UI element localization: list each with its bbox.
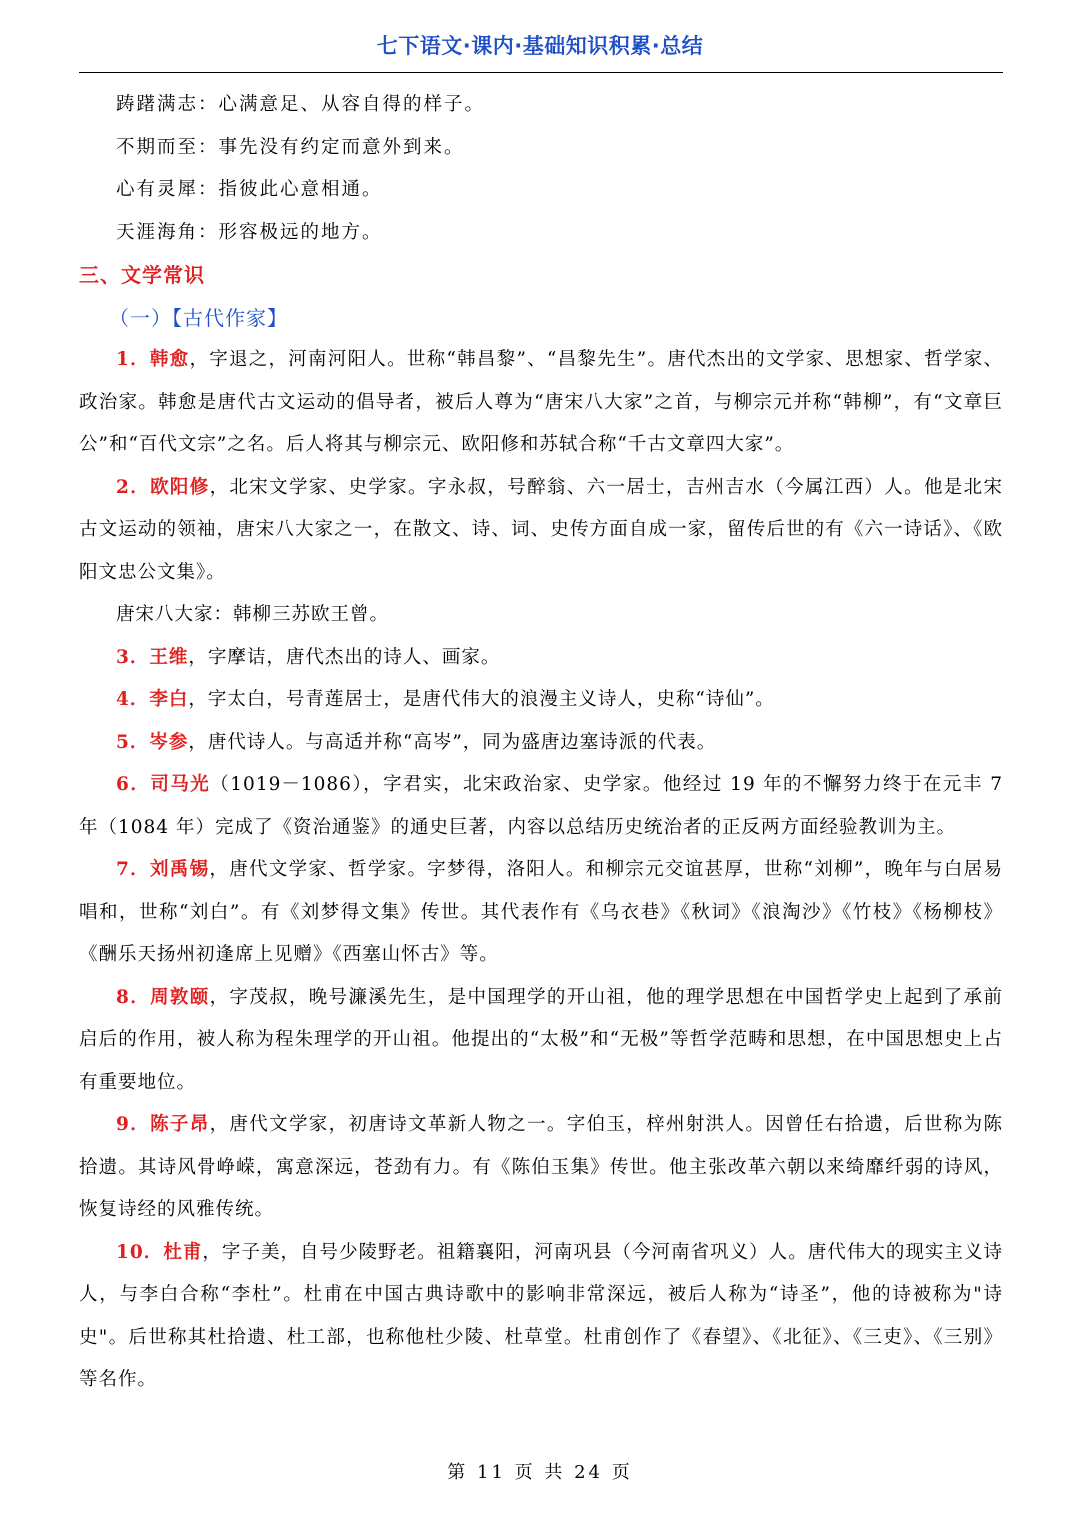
page-header-title: 七下语文·课内·基础知识积累·总结 [376, 34, 704, 58]
author-entry [79, 977, 1003, 1105]
author-number: 1． [116, 349, 150, 370]
note-line [79, 594, 1003, 637]
author-entry [79, 722, 1003, 765]
author-entry [79, 637, 1003, 680]
author-description: ，字退之，河南河阳人。世称“韩昌黎”、“昌黎先生”。唐代杰出的文学家、思想家、哲学家、政治家。韩愈是唐代古文运动的倡导者，被后人尊为“唐宋八大家”之首，与柳宗元并称“韩柳”，有“文章巨公”和“百代文宗”之名。后人将其与柳宗元、欧阳修和苏轼合称“千古文章四大家”。 [79, 349, 1003, 455]
idiom-term: 踌躇满志 [116, 94, 199, 115]
author-description: ，字太白，号青莲居士，是唐代伟大的浪漫主义诗人，史称“诗仙”。 [188, 689, 775, 710]
author-name: 李白 [149, 689, 189, 710]
author-number: 7． [116, 859, 150, 880]
author-number: 3． [116, 646, 150, 668]
author-number: 6． [116, 774, 151, 795]
author-description: （1019－1086），字君实，北宋政治家、史学家。他经过 19 年的不懈努力终于在元丰 7 年（1084 年）完成了《资治通鉴》的通史巨著，内容以总结历史统治者的正反两方面经验教训为主。 [79, 774, 1003, 838]
author-name: 王维 [149, 646, 189, 668]
author-description: ，唐代文学家、哲学家。字梦得，洛阳人。和柳宗元交谊甚厚，世称“刘柳”，晚年与白居易唱和，世称“刘白”。有《刘梦得文集》传世。其代表作有《乌衣巷》《秋词》《浪淘沙》《竹枝》《杨柳枝》《酬乐天扬州初逢席上见赠》《西塞山怀古》等。 [79, 859, 1003, 965]
author-entry [79, 339, 1003, 467]
idiom-meaning: 事先没有约定而意外到来。 [218, 136, 465, 158]
author-name: 陈子昂 [150, 1114, 210, 1135]
author-description: ，唐代文学家，初唐诗文革新人物之一。字伯玉，梓州射洪人。因曾任右拾遗，后世称为陈拾遗。其诗风骨峥嵘，寓意深远，苍劲有力。有《陈伯玉集》传世。他主张改革六朝以来绮靡纤弱的诗风，恢复诗经的风雅传统。 [79, 1114, 1003, 1220]
note-text: 唐宋八大家：韩柳三苏欧王曾。 [116, 604, 390, 625]
author-entry [79, 467, 1003, 595]
author-entry [79, 679, 1003, 722]
author-entry [79, 1232, 1003, 1402]
idiom-term: 心有灵犀 [116, 179, 199, 200]
page-content [79, 84, 1003, 1402]
idiom-separator: ： [198, 136, 219, 158]
author-number: 8． [116, 986, 151, 1008]
author-number: 4． [116, 689, 150, 710]
author-number: 2． [116, 476, 151, 498]
author-number: 5． [116, 731, 150, 753]
author-description: ，字子美，自号少陵野老。祖籍襄阳，河南巩县（今河南省巩义）人。唐代伟大的现实主义诗人，与李白合称“李杜”。杜甫在中国古典诗歌中的影响非常深远，被后人称为“诗圣”，他的诗被称为"诗史"。后世称其杜拾遗、杜工部，也称他杜少陵、杜草堂。杜甫创作了《春望》、《北征》、《三吏》、《三别》等名作。 [79, 1241, 1003, 1390]
author-name: 刘禹锡 [149, 859, 210, 880]
header-divider [79, 72, 1003, 73]
idiom-separator: ： [198, 94, 219, 115]
idiom-entry [79, 169, 1003, 212]
author-description: ，字茂叔，晚号濂溪先生，是中国理学的开山祖，他的理学思想在中国哲学史上起到了承前启后的作用，被人称为程朱理学的开山祖。他提出的“太极”和“无极”等哲学范畴和思想，在中国思想史上占有重要地位。 [79, 986, 1003, 1093]
idiom-separator: ： [198, 179, 219, 200]
author-description: ，北宋文学家、史学家。字永叔，号醉翁、六一居士，吉州吉水（今属江西）人。他是北宋古文运动的领袖，唐宋八大家之一，在散文、诗、词、史传方面自成一家，留传后世的有《六一诗话》、《欧阳文忠公文集》。 [79, 476, 1003, 583]
idiom-term: 天涯海角 [116, 221, 199, 243]
idiom-meaning: 指彼此心意相通。 [218, 179, 383, 200]
author-entry [79, 764, 1003, 849]
idiom-separator: ： [198, 221, 219, 243]
author-description: ，唐代诗人。与高适并称“高岑”，同为盛唐边塞诗派的代表。 [188, 731, 717, 753]
author-number: 9． [116, 1114, 151, 1135]
subsection-heading: （一）【古代作家】 [109, 305, 288, 330]
page-number: 第 11 页 共 24 页 [447, 1462, 633, 1483]
author-number: 10． [116, 1241, 164, 1263]
idiom-entry [79, 84, 1003, 127]
author-name: 岑参 [149, 731, 189, 753]
author-name: 周敦颐 [150, 986, 210, 1008]
author-entry [79, 1104, 1003, 1232]
idiom-term: 不期而至 [116, 136, 199, 158]
author-name: 司马光 [150, 774, 211, 795]
author-name: 杜甫 [163, 1241, 203, 1263]
idiom-meaning: 心满意足、从容自得的样子。 [218, 94, 486, 115]
author-description: ，字摩诘，唐代杰出的诗人、画家。 [188, 646, 501, 668]
idiom-entry [79, 212, 1003, 255]
idiom-entry [79, 127, 1003, 170]
section-heading: 三、文学常识 [79, 263, 205, 287]
author-entry [79, 849, 1003, 977]
idiom-meaning: 形容极远的地方。 [218, 221, 383, 243]
author-name: 韩愈 [149, 349, 190, 370]
author-name: 欧阳修 [150, 476, 210, 498]
